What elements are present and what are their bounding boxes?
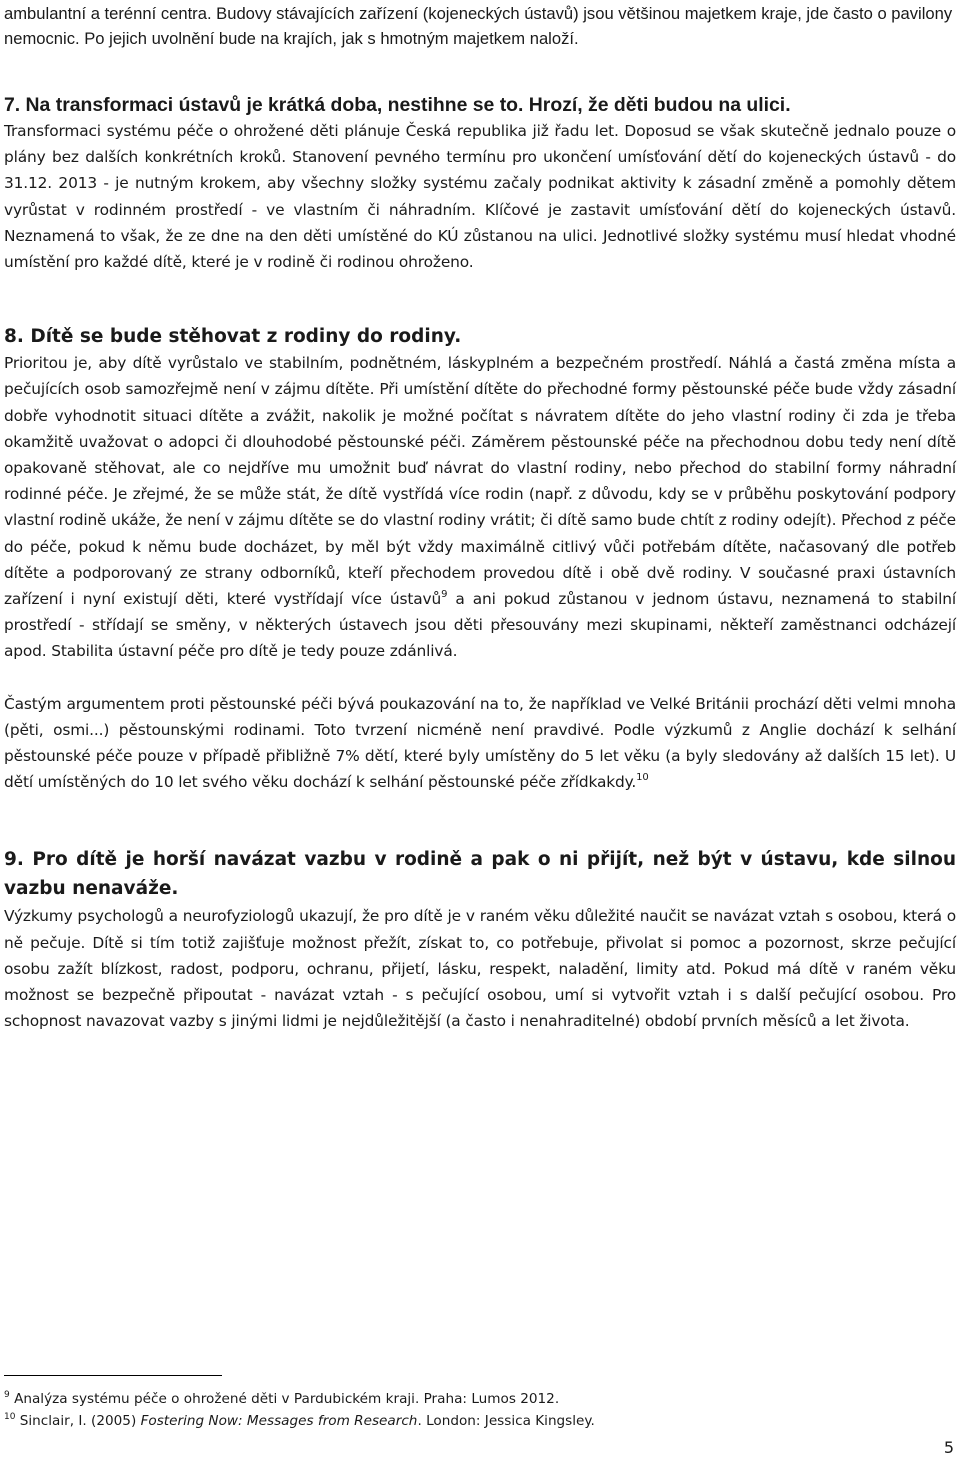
footnote-10 [4, 1410, 944, 1432]
footnote-10-post: . London: Jessica Kingsley. [417, 1413, 595, 1429]
section-8-paragraph-2-text: Častým argumentem proti pěstounské péči bývá poukazování na to, že například ve Velké Británii prochází děti velmi mnoha (pěti, osmi...) pěstounskými rodinami. Toto tvrzení nicméně není pravdivé. Podle výzkumů z Anglie dochází k selhání pěstounské péče pouze v případě přibližně 7% dětí, které byly umístěny do 5 let věku (a byly sledovány až dalších 15 let). U dětí umístěných do 10 let svého věku dochází k selhání pěstounské péče zřídkakdy. [4, 694, 956, 792]
footnote-ref-10[interactable]: 10 [636, 772, 649, 784]
document-page [4, 0, 956, 1034]
footnote-10-pre: Sinclair, I. (2005) [19, 1413, 141, 1429]
footnote-separator [4, 1375, 222, 1376]
section-9-heading: 9. Pro dítě je horší navázat vazbu v rodině a pak o ni přijít, než být v ústavu, kde silnou vazbu nenaváže. [4, 849, 956, 900]
footnote-9 [4, 1388, 944, 1410]
section-8-paragraph-1-text-b: a ani pokud zůstanou v jednom ústavu, neznamená to stabilní prostředí - střídají se směny, v některých ústavech jsou děti přesouvány mezi skupinami, někteří zaměstnanci odcházejí apod. Stabilita ústavní péče pro dítě je tedy pouze zdánlivá. [4, 590, 956, 661]
section-9-body: Výzkumy psychologů a neurofyziologů ukazují, že pro dítě je v raném věku důležité naučit se navázat vztah s osobou, která o ně pečuje. Dítě si tím totiž zajišťuje možnost přežít, získat to, co potřebuje, přivolat si pomoc a pozornost, skrze pečující osobu zažít blízkost, radost, podporu, ochranu, přijetí, lásku, respekt, naladění, limity atd. Pokud má dítě v raném věku možnost se bezpečně připoutat - navázat vztah - s pečující osobou, umí si vytvořit vztah i s další pečující osobou. Pro schopnost navazovat vazby s jinými lidmi je nejdůležitější (a často i nenahraditelné) období prvních měsíců a let života. [4, 907, 956, 1031]
page-number: 5 [943, 1438, 954, 1457]
footnote-ref-9[interactable]: 9 [441, 589, 448, 601]
intro-paragraph: ambulantní a terénní centra. Budovy stávajících zařízení (kojeneckých ústavů) jsou většinou majetkem kraje, jde často o pavilony nemocnic. Po jejich uvolnění bude na krajích, jak s hmotným majetkem naloží. [4, 4, 953, 48]
section-8-paragraph-2 [4, 691, 956, 796]
footnote-10-title: Fostering Now: Messages from Research [140, 1413, 418, 1429]
section-8-paragraph-1 [4, 350, 956, 664]
footnotes [4, 1388, 944, 1432]
footnote-9-text: Analýza systému péče o ohrožené děti v Pardubickém kraji. Praha: Lumos 2012. [14, 1391, 560, 1407]
section-8-paragraph-1-text-a: Prioritou je, aby dítě vyrůstalo ve stabilním, podnětném, láskyplném a bezpečném prostředí. Náhlá a častá změna místa a pečujících osob samozřejmě není v zájmu dítěte. Při umístění dítěte do přechodné formy pěstounské péče bude vždy zásadní dobře vyhodnotit situaci dítěte a zvážit, nakolik je možné počítat s návratem dítěte do jeho vlastní rodiny či zda je třeba okamžitě uvažovat o adopci či dlouhodobé pěstounské péči. Záměrem pěstounské péče na přechodnou dobu tedy není dítě opakovaně stěhovat, ale co nejdříve mu umožnit buď návrat do vlastní rodiny, nebo přechod do stabilní formy náhradní rodinné péče. Je zřejmé, že se může stát, že dítě vystřídá více rodin (např. z důvodu, kdy se v průběhu poskytování podpory vlastní rodině ukáže, že není v zájmu dítěte se do vlastní rodiny vrátit; či dítě samo bude chtít z rodiny odejít). Přechod z péče do péče, pokud k němu bude docházet, by měl být vždy maximálně citlivý vůči potřebám dítěte, načasovaný dle potřeb dítěte a podporovaný ze strany odborníků, kteří přechodem provedou dítě i obě dvě rodiny. V současné praxi ústavních zařízení i nyní existují děti, které vystřídají více ústavů [4, 354, 956, 609]
section-7-body: Transformaci systému péče o ohrožené děti plánuje Česká republika již řadu let. Doposud se však skutečně jednalo pouze o plány bez dalších konkrétních kroků. Stanovení pevného termínu pro ukončení umísťování dětí do kojeneckých ústavů - do 31.12. 2013 - je nutným krokem, aby všechny složky systému začaly podnikat aktivity k zásadní změně a pomohly dětem vyrůstat v rodinném prostředí - ve vlastním či náhradním. Klíčové je zastavit umísťování dětí do kojeneckých ústavů. Neznamená to však, že ze dne na den děti umístěné do KÚ zůstanou na ulici. Jednotlivé složky systému musí hledat vhodné umístění pro každé dítě, které je v rodině či rodinou ohroženo. [4, 122, 956, 272]
footnote-10-number: 10 [4, 1412, 16, 1422]
section-8-heading: 8. Dítě se bude stěhovat z rodiny do rodiny. [4, 326, 462, 348]
section-7-heading: 7. Na transformaci ústavů je krátká doba, nestihne se to. Hrozí, že děti budou na ulici. [4, 94, 791, 116]
footnote-9-number: 9 [4, 1390, 10, 1400]
